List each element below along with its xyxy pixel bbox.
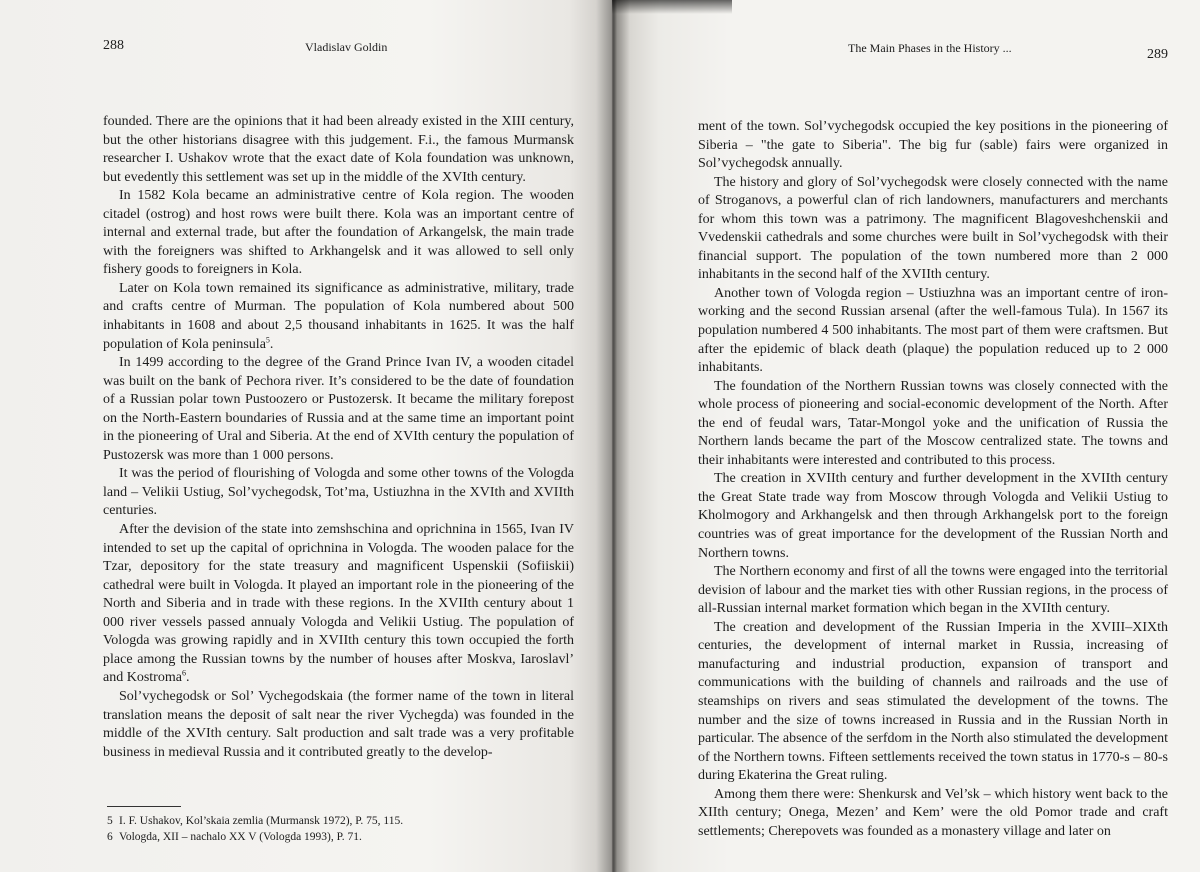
paragraph xyxy=(698,786,1168,842)
running-head-right: The Main Phases in the History ... xyxy=(848,41,1012,55)
footnote-rule xyxy=(107,806,181,807)
right-page xyxy=(612,0,1200,872)
paragraph-text: Later on Kola town remained its significance as administrative, military, trade and crafts centre of Murman. The population of Kola numbered about 500 inhabitants in 1608 and about 2,5 thousand inhabitants in 1625. It was the half population of Kola peninsula xyxy=(103,280,574,352)
paragraph xyxy=(103,354,574,465)
paragraph-text: The foundation of the Northern Russian towns was closely connected with the whole process of pioneering and social-economic development of the North. After the end of feudal wars, Tatar-Mongol yoke and the unification of Russia the Northern lands became the part of the Moscow centralized state. The towns and their inhabitants were interested and contributed to this process. xyxy=(698,378,1168,468)
paragraph xyxy=(698,563,1168,619)
footnotes xyxy=(107,813,577,845)
page-edge-shadow xyxy=(612,0,732,14)
page-number-left: 288 xyxy=(103,38,124,53)
paragraph xyxy=(698,378,1168,471)
paragraph xyxy=(698,118,1168,174)
paragraph xyxy=(698,174,1168,285)
footnote-mark: 5 xyxy=(107,815,113,827)
paragraph xyxy=(103,280,574,354)
paragraph xyxy=(103,688,574,762)
footnote-text: I. F. Ushakov, Kol’skaia zemlia (Murmansk 1972), P. 75, 115. xyxy=(119,815,404,827)
paragraph-text: Sol’vychegodsk or Sol’ Vychegodskaia (the former name of the town in literal translation means the deposit of salt near the river Vychegda) was founded in the middle of the XVIth century. Salt production and salt trade was a very profitable business in medieval Russia and it contributed greatly to the develop- xyxy=(103,688,574,760)
paragraph-text: ment of the town. Sol’vychegodsk occupied the key positions in the pioneering of Siberia – "the gate to Siberia". The big fur (sable) fairs were organized in Sol’vychegodsk annually. xyxy=(698,119,1168,172)
paragraph-text: Another town of Vologda region – Ustiuzhna was an important centre of iron-working and the second Russian arsenal (after the well-famous Tula). In 1567 its population numbered 4 500 inhabitants. The most part of them were craftsmen. But after the epidemic of black death (plaque) the population reduced up to 2 000 inhabitants. xyxy=(698,285,1168,376)
paragraph-text: It was the period of flourishing of Vologda and some other towns of the Vologda land – Velikii Ustiug, Sol’vychegodsk, Tot’ma, Ustiuzhna in the XVIth and XVIIth centuries. xyxy=(103,466,574,519)
paragraph xyxy=(698,285,1168,378)
right-body-text xyxy=(698,118,1168,841)
paragraph xyxy=(103,465,574,521)
paragraph xyxy=(698,619,1168,786)
footnote-reference[interactable]: 5 xyxy=(265,334,270,344)
paragraph-end-punctuation: . xyxy=(269,336,274,352)
paragraph-text: The Northern economy and first of all the towns were engaged into the territorial devision of labour and the market ties with other Russian regions, in the process of all-Russian internal market formation which began in the XVIIth century. xyxy=(698,564,1168,617)
footnote-mark: 6 xyxy=(107,831,113,843)
footnote xyxy=(107,813,577,829)
paragraph-text: The creation in XVIIth century and further development in the XVIIth century the Great State trade way from Moscow through Vologda and Velikii Ustiug to Kholmogory and Arkhangelsk and then through Arkhangelsk port to the foreign countries was of great importance for the development of the Russian North and Northern towns. xyxy=(698,471,1168,561)
paragraph-text: After the devision of the state into zemshschina and oprichnina in 1565, Ivan IV intended to set up the capital of oprichnina in Vologda. The wooden palace for the Tzar, depository for the state treasury and magnificent Uspenskii (Sofiiskii) cathedral were built in Vologda. It played an important role in the pioneering of the North and Siberia and in trade with these regions. In the XVIIth century about 1 000 river vessels passed annualy Vologda and Velikii Ustiug. The population of Vologda was growing rapidly and in XVIIth century this town occupied the forth place among the Russian towns by the number of houses after Moskva, Iaroslavl’ and Kostroma xyxy=(103,522,574,686)
running-head-left: Vladislav Goldin xyxy=(305,40,388,54)
paragraph-end-punctuation: . xyxy=(185,670,190,686)
footnote-text: Vologda, XII – nachalo XX V (Vologda 1993), P. 71. xyxy=(119,831,362,843)
paragraph xyxy=(103,521,574,688)
footnote-reference[interactable]: 6 xyxy=(181,668,186,678)
paragraph-text: The history and glory of Sol’vychegodsk were closely connected with the name of Stroganovs, a powerful clan of rich landowners, manufacturers and merchants for whom this town was a patrimony. The magnificent Blagoveshchenskii and Vvedenskii cathedrals and some churches were built in Sol’vychegodsk with their financial support. The population of the town numbered more than 2 000 inhabitants in the second half of the XVIIth century. xyxy=(698,174,1168,283)
paragraph xyxy=(103,187,574,280)
paragraph-text: Among them there were: Shenkursk and Vel’sk – which history went back to the XIIth century; Onega, Mezen’ and Kem’ were the old Pomor trade and craft settlements; Cherepovets was founded as a monastery village and later on xyxy=(698,786,1168,839)
paragraph-text: The creation and development of the Russian Imperia in the XVIII–XIXth centuries, the development of internal market in Russia, increasing of manufacturing and industrial production, expansion of transport and communications with the building of channels and railroads and the use of steamships on rivers and seas stimulated the development of the towns. The number and the size of towns increased in Russia and in the Russian North in particular. The absence of the serfdom in the North also stimulated the development of the Northern towns. Fifteen settlements received the town status in 1770-s – 80-s during Ekaterina the Great ruling. xyxy=(698,619,1168,784)
left-body-text xyxy=(103,113,574,762)
page-number-right: 289 xyxy=(1147,47,1168,62)
paragraph xyxy=(103,113,574,187)
paragraph-text: founded. There are the opinions that it had been already existed in the XIII century, but the other historians disagree with this judgement. F.i., the famous Murmansk researcher I. Ushakov wrote that the exact date of Kola foundation was unknown, but evedently this settlement was set up in the middle of the XVIth century. xyxy=(103,114,574,185)
book-gutter-shadow xyxy=(596,0,630,872)
paragraph-text: In 1499 according to the degree of the Grand Prince Ivan IV, a wooden citadel was built on the bank of Pechora river. It’s considered to be the date of foundation of a Russian polar town Pustoozero or Pustozersk. It became the military forepost on the North-Eastern boundaries of Russia and at the same time an important point in the pioneering of Ural and Siberia. At the end of XVIth century the population of Pustozersk was more than 1 000 persons. xyxy=(103,355,574,463)
paragraph xyxy=(698,470,1168,563)
paragraph-text: In 1582 Kola became an administrative centre of Kola region. The wooden citadel (ostrog) and host rows were built there. Kola was an important centre of internal and external trade, but after the foundation of Arkangelsk, the main trade with the foreigners was shifted to Arkhangelsk and it was allowed to sell only fishery goods to foreigners in Kola. xyxy=(103,188,574,278)
footnote xyxy=(107,829,577,845)
